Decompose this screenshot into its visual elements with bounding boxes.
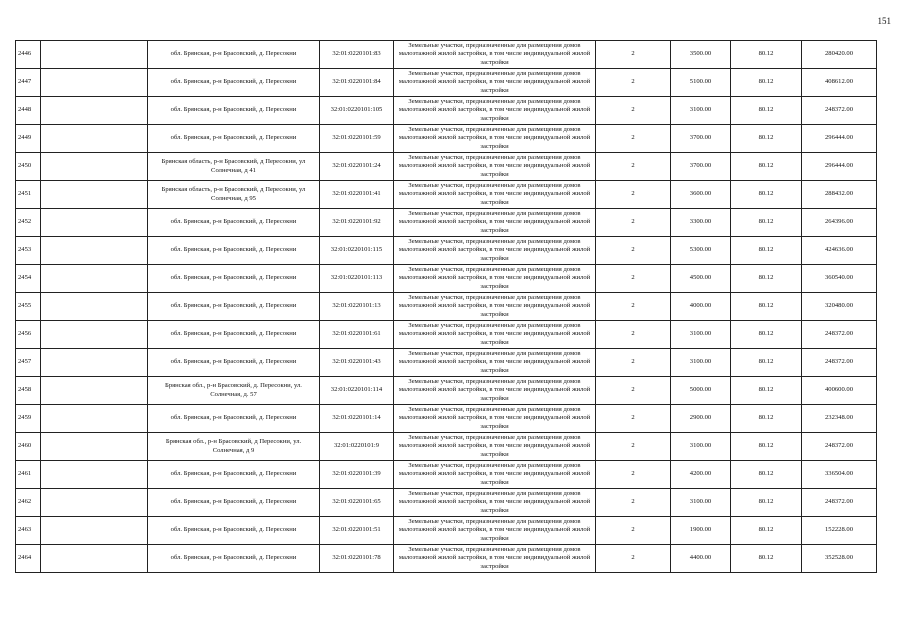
blank-cell [41, 433, 148, 461]
rate-cell: 80.12 [731, 433, 802, 461]
rate-cell: 80.12 [731, 349, 802, 377]
cadastral-number-cell: 32:01:0220101:65 [320, 489, 394, 517]
area-cell: 5300.00 [671, 237, 731, 265]
table-row [16, 97, 877, 125]
purpose-cell: Земельные участки, предназначенные для размещения домов малоэтажной жилой застройки, в том числе индивидуальной жилой застройки [394, 125, 596, 153]
cadastral-value-cell: 320480.00 [802, 293, 877, 321]
rate-cell: 80.12 [731, 237, 802, 265]
row-number: 2451 [16, 181, 41, 209]
cadastral-value-cell: 152228.00 [802, 517, 877, 545]
row-number: 2461 [16, 461, 41, 489]
address-cell: обл. Брянская, р-н Брасовский, д. Пересокни [148, 237, 320, 265]
rate-cell: 80.12 [731, 69, 802, 97]
cadastral-value-cell: 248372.00 [802, 321, 877, 349]
cadastral-value-cell: 296444.00 [802, 125, 877, 153]
blank-cell [41, 265, 148, 293]
cadastral-value-cell: 288432.00 [802, 181, 877, 209]
blank-cell [41, 377, 148, 405]
category-cell: 2 [596, 181, 671, 209]
cadastral-number-cell: 32:01:0220101:9 [320, 433, 394, 461]
blank-cell [41, 181, 148, 209]
area-cell: 3100.00 [671, 349, 731, 377]
purpose-cell: Земельные участки, предназначенные для размещения домов малоэтажной жилой застройки, в том числе индивидуальной жилой застройки [394, 349, 596, 377]
blank-cell [41, 153, 148, 181]
table-row [16, 517, 877, 545]
table-row [16, 377, 877, 405]
table-row [16, 545, 877, 573]
cadastral-value-cell: 296444.00 [802, 153, 877, 181]
row-number: 2459 [16, 405, 41, 433]
area-cell: 1900.00 [671, 517, 731, 545]
table-row [16, 153, 877, 181]
cadastral-number-cell: 32:01:0220101:61 [320, 321, 394, 349]
area-cell: 4500.00 [671, 265, 731, 293]
category-cell: 2 [596, 545, 671, 573]
blank-cell [41, 489, 148, 517]
address-cell: обл. Брянская, р-н Брасовский, д. Пересокни [148, 125, 320, 153]
blank-cell [41, 209, 148, 237]
cadastral-number-cell: 32:01:0220101:114 [320, 377, 394, 405]
cadastral-value-cell: 424636.00 [802, 237, 877, 265]
address-cell: Брянская область, р-н Брасовский, д Пересокни, ул Солнечная, д 41 [148, 153, 320, 181]
blank-cell [41, 125, 148, 153]
page-number: 151 [877, 16, 891, 26]
area-cell: 4400.00 [671, 545, 731, 573]
blank-cell [41, 349, 148, 377]
blank-cell [41, 545, 148, 573]
purpose-cell: Земельные участки, предназначенные для размещения домов малоэтажной жилой застройки, в том числе индивидуальной жилой застройки [394, 405, 596, 433]
purpose-cell: Земельные участки, предназначенные для размещения домов малоэтажной жилой застройки, в том числе индивидуальной жилой застройки [394, 97, 596, 125]
cadastral-number-cell: 32:01:0220101:83 [320, 41, 394, 69]
rate-cell: 80.12 [731, 517, 802, 545]
table-row [16, 237, 877, 265]
cadastral-number-cell: 32:01:0220101:43 [320, 349, 394, 377]
rate-cell: 80.12 [731, 545, 802, 573]
address-cell: обл. Брянская, р-н Брасовский, д. Пересокни [148, 41, 320, 69]
purpose-cell: Земельные участки, предназначенные для размещения домов малоэтажной жилой застройки, в том числе индивидуальной жилой застройки [394, 433, 596, 461]
row-number: 2450 [16, 153, 41, 181]
address-cell: обл. Брянская, р-н Брасовский, д. Пересокни [148, 489, 320, 517]
blank-cell [41, 237, 148, 265]
area-cell: 3700.00 [671, 153, 731, 181]
address-cell: обл. Брянская, р-н Брасовский, д. Пересокни [148, 517, 320, 545]
address-cell: обл. Брянская, р-н Брасовский, д. Пересокни [148, 405, 320, 433]
rate-cell: 80.12 [731, 377, 802, 405]
row-number: 2460 [16, 433, 41, 461]
purpose-cell: Земельные участки, предназначенные для размещения домов малоэтажной жилой застройки, в том числе индивидуальной жилой застройки [394, 321, 596, 349]
area-cell: 3100.00 [671, 97, 731, 125]
blank-cell [41, 405, 148, 433]
purpose-cell: Земельные участки, предназначенные для размещения домов малоэтажной жилой застройки, в том числе индивидуальной жилой застройки [394, 545, 596, 573]
category-cell: 2 [596, 293, 671, 321]
row-number: 2449 [16, 125, 41, 153]
rate-cell: 80.12 [731, 97, 802, 125]
blank-cell [41, 321, 148, 349]
cadastral-value-cell: 408612.00 [802, 69, 877, 97]
table-row [16, 125, 877, 153]
row-number: 2458 [16, 377, 41, 405]
blank-cell [41, 461, 148, 489]
row-number: 2463 [16, 517, 41, 545]
blank-cell [41, 69, 148, 97]
address-cell: обл. Брянская, р-н Брасовский, д. Пересокни [148, 349, 320, 377]
address-cell: обл. Брянская, р-н Брасовский, д. Пересокни [148, 97, 320, 125]
purpose-cell: Земельные участки, предназначенные для размещения домов малоэтажной жилой застройки, в том числе индивидуальной жилой застройки [394, 209, 596, 237]
rate-cell: 80.12 [731, 321, 802, 349]
category-cell: 2 [596, 237, 671, 265]
row-number: 2454 [16, 265, 41, 293]
address-cell: Брянская обл., р-н Брасовский, д Пересокни, ул. Солнечная, д 9 [148, 433, 320, 461]
table-row [16, 209, 877, 237]
land-plot-table [15, 40, 877, 573]
area-cell: 3100.00 [671, 433, 731, 461]
cadastral-number-cell: 32:01:0220101:51 [320, 517, 394, 545]
purpose-cell: Земельные участки, предназначенные для размещения домов малоэтажной жилой застройки, в том числе индивидуальной жилой застройки [394, 265, 596, 293]
rate-cell: 80.12 [731, 209, 802, 237]
purpose-cell: Земельные участки, предназначенные для размещения домов малоэтажной жилой застройки, в том числе индивидуальной жилой застройки [394, 377, 596, 405]
address-cell: обл. Брянская, р-н Брасовский, д. Пересокни [148, 545, 320, 573]
cadastral-number-cell: 32:01:0220101:59 [320, 125, 394, 153]
table-row [16, 489, 877, 517]
cadastral-number-cell: 32:01:0220101:92 [320, 209, 394, 237]
cadastral-number-cell: 32:01:0220101:41 [320, 181, 394, 209]
area-cell: 3600.00 [671, 181, 731, 209]
table-row [16, 41, 877, 69]
blank-cell [41, 97, 148, 125]
row-number: 2453 [16, 237, 41, 265]
category-cell: 2 [596, 433, 671, 461]
rate-cell: 80.12 [731, 181, 802, 209]
cadastral-value-cell: 248372.00 [802, 489, 877, 517]
row-number: 2456 [16, 321, 41, 349]
rate-cell: 80.12 [731, 461, 802, 489]
rate-cell: 80.12 [731, 489, 802, 517]
cadastral-number-cell: 32:01:0220101:115 [320, 237, 394, 265]
cadastral-number-cell: 32:01:0220101:113 [320, 265, 394, 293]
purpose-cell: Земельные участки, предназначенные для размещения домов малоэтажной жилой застройки, в том числе индивидуальной жилой застройки [394, 293, 596, 321]
category-cell: 2 [596, 125, 671, 153]
category-cell: 2 [596, 321, 671, 349]
row-number: 2462 [16, 489, 41, 517]
cadastral-value-cell: 400600.00 [802, 377, 877, 405]
table-row [16, 433, 877, 461]
area-cell: 3100.00 [671, 321, 731, 349]
area-cell: 3500.00 [671, 41, 731, 69]
cadastral-number-cell: 32:01:0220101:78 [320, 545, 394, 573]
table-body [16, 41, 877, 573]
area-cell: 5100.00 [671, 69, 731, 97]
table-row [16, 181, 877, 209]
area-cell: 2900.00 [671, 405, 731, 433]
cadastral-value-cell: 248372.00 [802, 433, 877, 461]
category-cell: 2 [596, 349, 671, 377]
purpose-cell: Земельные участки, предназначенные для размещения домов малоэтажной жилой застройки, в том числе индивидуальной жилой застройки [394, 153, 596, 181]
cadastral-value-cell: 360540.00 [802, 265, 877, 293]
address-cell: обл. Брянская, р-н Брасовский, д. Пересокни [148, 321, 320, 349]
category-cell: 2 [596, 405, 671, 433]
rate-cell: 80.12 [731, 41, 802, 69]
cadastral-value-cell: 248372.00 [802, 349, 877, 377]
table-row [16, 265, 877, 293]
address-cell: Брянская обл., р-н Брасовский, д. Пересокни, ул. Солнечная, д. 57 [148, 377, 320, 405]
address-cell: Брянская область, р-н Брасовский, д Пересокни, ул Солнечная, д 95 [148, 181, 320, 209]
table-row [16, 321, 877, 349]
category-cell: 2 [596, 209, 671, 237]
cadastral-number-cell: 32:01:0220101:39 [320, 461, 394, 489]
blank-cell [41, 293, 148, 321]
table-row [16, 69, 877, 97]
category-cell: 2 [596, 69, 671, 97]
blank-cell [41, 517, 148, 545]
area-cell: 4000.00 [671, 293, 731, 321]
row-number: 2446 [16, 41, 41, 69]
category-cell: 2 [596, 489, 671, 517]
table-row [16, 405, 877, 433]
row-number: 2448 [16, 97, 41, 125]
rate-cell: 80.12 [731, 293, 802, 321]
category-cell: 2 [596, 265, 671, 293]
address-cell: обл. Брянская, р-н Брасовский, д. Пересокни [148, 209, 320, 237]
address-cell: обл. Брянская, р-н Брасовский, д. Пересокни [148, 265, 320, 293]
rate-cell: 80.12 [731, 265, 802, 293]
cadastral-value-cell: 264396.00 [802, 209, 877, 237]
cadastral-value-cell: 232348.00 [802, 405, 877, 433]
area-cell: 3700.00 [671, 125, 731, 153]
category-cell: 2 [596, 461, 671, 489]
purpose-cell: Земельные участки, предназначенные для размещения домов малоэтажной жилой застройки, в том числе индивидуальной жилой застройки [394, 517, 596, 545]
cadastral-number-cell: 32:01:0220101:14 [320, 405, 394, 433]
category-cell: 2 [596, 97, 671, 125]
cadastral-value-cell: 248372.00 [802, 97, 877, 125]
rate-cell: 80.12 [731, 153, 802, 181]
cadastral-number-cell: 32:01:0220101:84 [320, 69, 394, 97]
address-cell: обл. Брянская, р-н Брасовский, д. Пересокни [148, 69, 320, 97]
category-cell: 2 [596, 517, 671, 545]
row-number: 2452 [16, 209, 41, 237]
row-number: 2457 [16, 349, 41, 377]
cadastral-value-cell: 336504.00 [802, 461, 877, 489]
table-row [16, 461, 877, 489]
category-cell: 2 [596, 153, 671, 181]
purpose-cell: Земельные участки, предназначенные для размещения домов малоэтажной жилой застройки, в том числе индивидуальной жилой застройки [394, 489, 596, 517]
address-cell: обл. Брянская, р-н Брасовский, д. Пересокни [148, 461, 320, 489]
row-number: 2464 [16, 545, 41, 573]
cadastral-value-cell: 280420.00 [802, 41, 877, 69]
category-cell: 2 [596, 377, 671, 405]
rate-cell: 80.12 [731, 405, 802, 433]
category-cell: 2 [596, 41, 671, 69]
cadastral-number-cell: 32:01:0220101:105 [320, 97, 394, 125]
purpose-cell: Земельные участки, предназначенные для размещения домов малоэтажной жилой застройки, в том числе индивидуальной жилой застройки [394, 41, 596, 69]
table-row [16, 293, 877, 321]
area-cell: 3300.00 [671, 209, 731, 237]
purpose-cell: Земельные участки, предназначенные для размещения домов малоэтажной жилой застройки, в том числе индивидуальной жилой застройки [394, 69, 596, 97]
table-row [16, 349, 877, 377]
cadastral-number-cell: 32:01:0220101:24 [320, 153, 394, 181]
purpose-cell: Земельные участки, предназначенные для размещения домов малоэтажной жилой застройки, в том числе индивидуальной жилой застройки [394, 181, 596, 209]
address-cell: обл. Брянская, р-н Брасовский, д. Пересокни [148, 293, 320, 321]
blank-cell [41, 41, 148, 69]
area-cell: 5000.00 [671, 377, 731, 405]
area-cell: 3100.00 [671, 489, 731, 517]
cadastral-value-cell: 352528.00 [802, 545, 877, 573]
purpose-cell: Земельные участки, предназначенные для размещения домов малоэтажной жилой застройки, в том числе индивидуальной жилой застройки [394, 237, 596, 265]
row-number: 2447 [16, 69, 41, 97]
row-number: 2455 [16, 293, 41, 321]
purpose-cell: Земельные участки, предназначенные для размещения домов малоэтажной жилой застройки, в том числе индивидуальной жилой застройки [394, 461, 596, 489]
cadastral-number-cell: 32:01:0220101:13 [320, 293, 394, 321]
area-cell: 4200.00 [671, 461, 731, 489]
rate-cell: 80.12 [731, 125, 802, 153]
